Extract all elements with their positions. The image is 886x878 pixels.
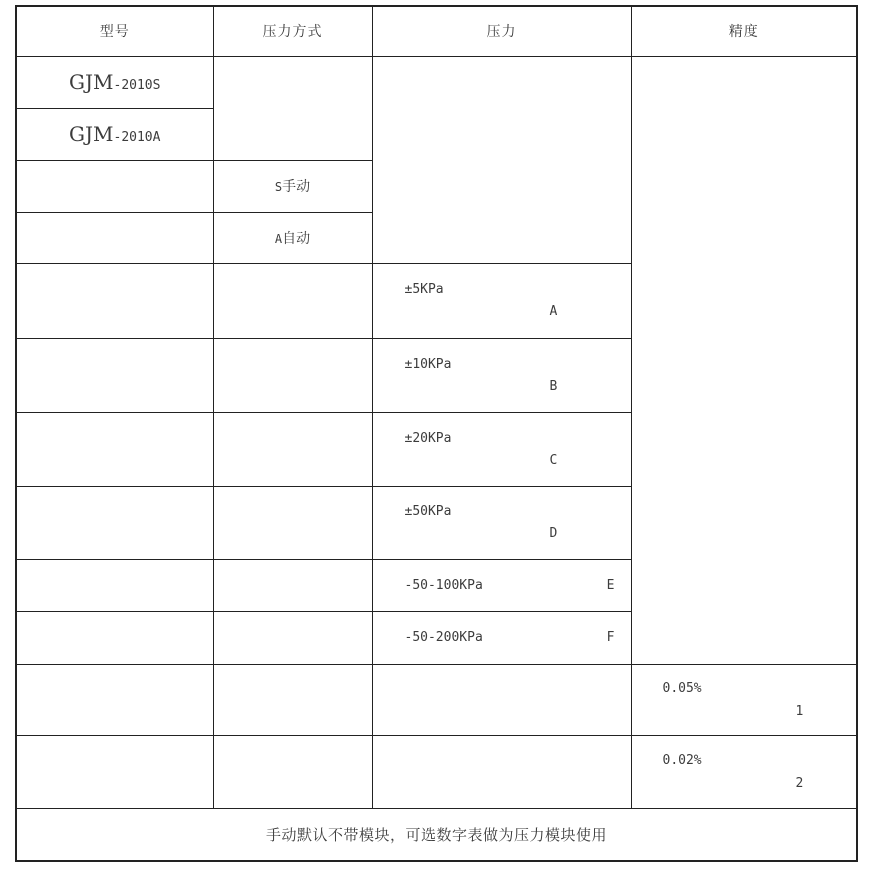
empty-cell <box>213 611 372 664</box>
accuracy-cell-2 <box>631 735 857 808</box>
accuracy-cell-1 <box>631 664 857 735</box>
empty-cell <box>213 263 372 338</box>
pressure-range: -50-100KPa <box>404 577 483 593</box>
empty-cell <box>213 486 372 559</box>
empty-cell-accuracy-span <box>631 56 857 664</box>
model-cell-gjm-2010a <box>16 108 213 160</box>
empty-cell <box>16 263 213 338</box>
empty-cell <box>16 735 213 808</box>
pressure-cell-c <box>372 412 631 486</box>
model-prefix: GJM <box>69 122 114 146</box>
row-accuracy-2 <box>16 735 857 808</box>
empty-cell <box>16 160 213 212</box>
empty-cell <box>372 735 631 808</box>
empty-cell <box>16 486 213 559</box>
pressure-range: ±5KPa <box>404 282 444 297</box>
model-cell-gjm-2010s <box>16 56 213 108</box>
method-code: A <box>274 231 283 246</box>
method-cell-manual <box>213 160 372 212</box>
header-model: 型号 <box>16 6 213 56</box>
row-accuracy-1 <box>16 664 857 735</box>
empty-cell <box>213 338 372 412</box>
empty-cell <box>16 212 213 263</box>
pressure-code: F <box>606 630 615 645</box>
model-selection-table <box>15 5 858 862</box>
empty-cell-pressure-span <box>372 56 631 263</box>
empty-cell <box>372 664 631 735</box>
pressure-code: D <box>549 526 558 541</box>
pressure-code: E <box>606 577 615 593</box>
empty-cell <box>16 611 213 664</box>
empty-cell <box>213 412 372 486</box>
header-pressure: 压力 <box>372 6 631 56</box>
pressure-cell-f <box>372 611 631 664</box>
accuracy-value: 0.05% <box>662 680 702 696</box>
model-suffix: -2010A <box>113 130 161 145</box>
model-prefix: GJM <box>69 70 114 94</box>
row-model-s <box>16 56 857 108</box>
model-suffix: -2010S <box>113 78 161 93</box>
accuracy-value: 0.02% <box>662 752 702 768</box>
method-code: S <box>274 180 283 194</box>
pressure-cell-e <box>372 559 631 611</box>
pressure-cell-b <box>372 338 631 412</box>
pressure-code: B <box>549 378 558 394</box>
method-label: 自动 <box>282 229 311 246</box>
empty-cell <box>213 559 372 611</box>
pressure-code: C <box>549 452 558 468</box>
accuracy-code: 1 <box>795 703 804 719</box>
empty-cell <box>16 412 213 486</box>
empty-cell <box>213 664 372 735</box>
empty-cell <box>16 559 213 611</box>
header-method: 压力方式 <box>213 6 372 56</box>
empty-cell <box>16 664 213 735</box>
header-accuracy: 精度 <box>631 6 857 56</box>
pressure-code: A <box>549 304 558 319</box>
pressure-range: ±10KPa <box>404 356 452 372</box>
accuracy-code: 2 <box>795 775 804 791</box>
pressure-range: ±50KPa <box>404 504 452 519</box>
pressure-cell-a <box>372 263 631 338</box>
row-footnote <box>16 808 857 861</box>
header-row <box>16 6 857 56</box>
pressure-range: -50-200KPa <box>404 630 483 645</box>
empty-cell <box>213 735 372 808</box>
empty-cell-method-span <box>213 56 372 160</box>
footnote: 手动默认不带模块，可选数字表做为压力模块使用 <box>16 808 857 861</box>
empty-cell <box>16 338 213 412</box>
method-cell-auto <box>213 212 372 263</box>
pressure-range: ±20KPa <box>404 430 452 446</box>
pressure-cell-d <box>372 486 631 559</box>
method-label: 手动 <box>282 178 311 194</box>
